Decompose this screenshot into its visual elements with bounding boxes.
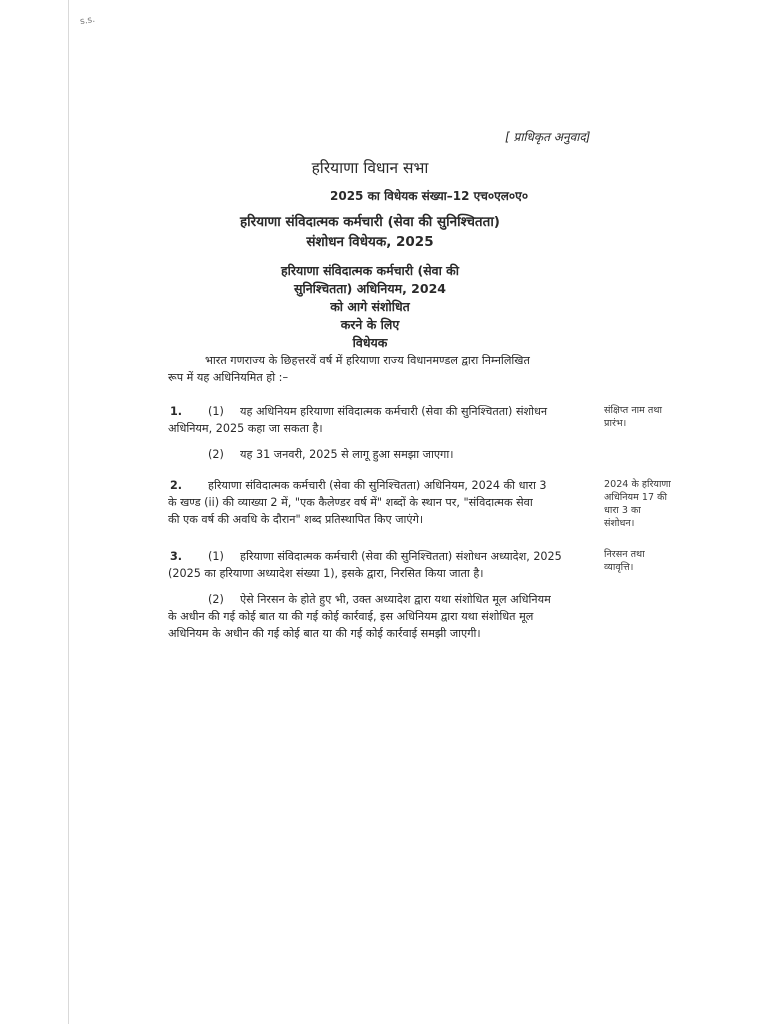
translation-note: [ प्राधिकृत अनुवाद] [505, 130, 591, 144]
section1-sub1-label: (1) [208, 405, 224, 418]
section2-line3: की एक वर्ष की अवधि के दौरान" शब्द प्रतिस्थापित किए जाएंगे। [168, 513, 424, 526]
section1-number: 1. [170, 405, 183, 418]
section3-sidenote [604, 548, 704, 574]
bill-title-line2: संशोधन विधेयक, 2025 [306, 234, 434, 250]
section1-note-line2: प्रारंभ। [604, 418, 627, 429]
subtitle-line4: करने के लिए [340, 317, 400, 332]
section2-line2: के खण्ड (ii) की व्याख्या 2 में, "एक कैलेण्डर वर्ष में" शब्दों के स्थान पर, "संविदात्मक सेवा [168, 496, 533, 509]
bill-number: 2025 का विधेयक संख्या–12 एच०एल०ए० [330, 189, 529, 203]
subtitle-line5: विधेयक [352, 335, 388, 350]
section3-line1: हरियाणा संविदात्मक कर्मचारी (सेवा की सुनिश्चितता) संशोधन अध्यादेश, 2025 [240, 550, 562, 563]
section1-sidenote [604, 404, 704, 430]
section3-line4: के अधीन की गई कोई बात या की गई कोई कार्रवाई, इस अधिनियम द्वारा यथा संशोधित मूल [168, 610, 534, 623]
section2-number: 2. [170, 479, 183, 492]
subtitle-line3: को आगे संशोधित [330, 299, 410, 314]
subtitle-line1: हरियाणा संविदात्मक कर्मचारी (सेवा की [280, 263, 460, 278]
section1-line3: यह 31 जनवरी, 2025 से लागू हुआ समझा जाएगा। [240, 448, 454, 461]
section2-line1: हरियाणा संविदात्मक कर्मचारी (सेवा की सुनिश्चितता) अधिनियम, 2024 की धारा 3 [208, 479, 547, 492]
section3-line3: ऐसे निरसन के होते हुए भी, उक्त अध्यादेश द्वारा यथा संशोधित मूल अधिनियम [240, 593, 551, 606]
subtitle-line2: सुनिश्चितता) अधिनियम, 2024 [294, 281, 446, 296]
section2-sidenote [604, 478, 704, 530]
page-edge [68, 0, 69, 1024]
section2-note-line4: संशोधन। [604, 518, 635, 529]
section1-sub2-label: (2) [208, 448, 224, 461]
assembly-name: हरियाणा विधान सभा [311, 159, 429, 177]
section1-note-line1: संक्षिप्त नाम तथा [604, 405, 663, 416]
section1-line1: यह अधिनियम हरियाणा संविदात्मक कर्मचारी (सेवा की सुनिश्चितता) संशोधन [240, 405, 548, 418]
section2-note-line3: धारा 3 का [604, 505, 641, 516]
section1-line2: अधिनियम, 2025 कहा जा सकता है। [168, 422, 323, 435]
section2-note-line2: अधिनियम 17 की [604, 492, 667, 503]
section3-line2: (2025 का हरियाणा अध्यादेश संख्या 1), इसके द्वारा, निरसित किया जाता है। [168, 567, 484, 580]
section2-note-line1: 2024 के हरियाणा [604, 479, 671, 490]
bill-title-line1: हरियाणा संविदात्मक कर्मचारी (सेवा की सुनिश्चितता) [240, 214, 500, 230]
corner-mark: s.s. [79, 14, 96, 28]
section3-note-line1: निरसन तथा [604, 549, 645, 560]
preamble-line1: भारत गणराज्य के छिहत्तरवें वर्ष में हरियाणा राज्य विधानमण्डल द्वारा निम्नलिखित [205, 354, 530, 367]
section3-line5: अधिनियम के अधीन की गई कोई बात या की गई कोई कार्रवाई समझी जाएगी। [168, 627, 481, 640]
section3-sub1-label: (1) [208, 550, 224, 563]
section3-note-line2: व्यावृत्ति। [604, 562, 634, 573]
section3-sub2-label: (2) [208, 593, 224, 606]
preamble-line2: रूप में यह अधिनियमित हो :– [168, 371, 289, 384]
section3-number: 3. [170, 550, 183, 563]
